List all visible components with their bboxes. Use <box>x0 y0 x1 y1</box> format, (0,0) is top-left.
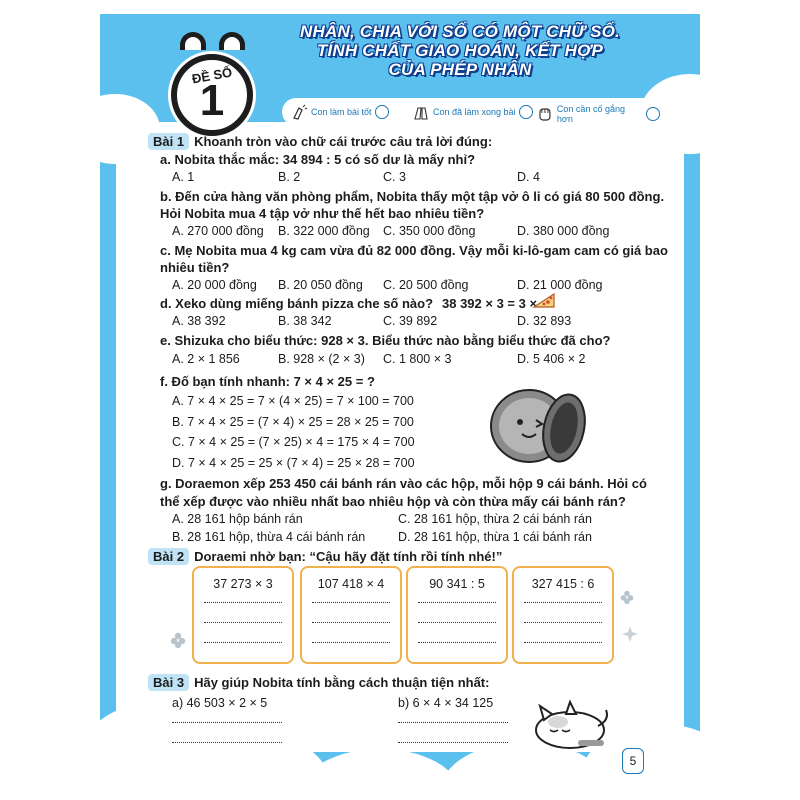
option[interactable]: A. 28 161 hộp bánh rán <box>172 512 303 526</box>
clock-label: ĐỀ SỐ <box>190 64 234 87</box>
option[interactable]: B. 2 <box>278 170 301 184</box>
sleeping-cat-illustration <box>528 690 612 752</box>
answer-line <box>524 622 602 623</box>
option[interactable]: D. 28 161 hộp, thừa 1 cái bánh rán <box>398 530 592 544</box>
option[interactable]: C. 350 000 đồng <box>383 224 476 238</box>
high-five-icon <box>412 104 430 120</box>
page-number: 5 <box>622 748 644 774</box>
option[interactable]: D. 7 × 4 × 25 = 25 × (7 × 4) = 25 × 28 = 700 <box>172 456 415 470</box>
answer-line <box>204 602 282 603</box>
option[interactable]: B. 7 × 4 × 25 = (7 × 4) × 25 = 28 × 25 = 700 <box>172 415 414 429</box>
answer-line[interactable] <box>172 722 282 723</box>
answer-line <box>204 622 282 623</box>
option[interactable]: B. 20 050 đồng <box>278 278 363 292</box>
dorayaki-character-illustration <box>484 374 600 470</box>
calculation-expression: 90 341 : 5 <box>429 577 485 591</box>
answer-line[interactable] <box>172 742 282 743</box>
cloud <box>300 749 460 786</box>
rating-try-harder <box>536 104 660 124</box>
calculation-box[interactable] <box>192 566 294 664</box>
exercise-3-heading <box>148 674 489 691</box>
question-g: g. Doraemon xếp 253 450 cái bánh rán vào các hộp, mỗi hộp 9 cái bánh. Hỏi có <box>160 476 647 491</box>
option[interactable]: B. 322 000 đồng <box>278 224 370 238</box>
question-e: e. Shizuka cho biểu thức: 928 × 3. Biểu thức nào bằng biểu thức đã cho? <box>160 333 611 348</box>
answer-line <box>418 642 496 643</box>
exercise-instruction: Khoanh tròn vào chữ cái trước câu trả lời đúng: <box>194 134 493 149</box>
option[interactable]: C. 7 × 4 × 25 = (7 × 25) × 4 = 175 × 4 = 700 <box>172 435 415 449</box>
option[interactable]: A. 20 000 đồng <box>172 278 257 292</box>
exercise-instruction: Hãy giúp Nobita tính bằng cách thuận tiện nhất: <box>194 675 490 690</box>
answer-line[interactable] <box>398 722 508 723</box>
rating-checkbox[interactable] <box>375 105 389 119</box>
rating-done <box>412 104 533 120</box>
option[interactable]: A. 38 392 <box>172 314 226 328</box>
question-d: d. Xeko dùng miếng bánh pizza che số nào? <box>160 296 434 311</box>
option[interactable]: A. 1 <box>172 170 195 184</box>
exercise-label: Bài 2 <box>148 548 189 565</box>
rating-good <box>290 104 389 120</box>
exercise-instruction: Doraemi nhờ bạn: “Cậu hãy đặt tính rồi tính nhé!” <box>194 549 503 564</box>
option[interactable]: C. 39 892 <box>383 314 438 328</box>
question-f: f. Đố bạn tính nhanh: 7 × 4 × 25 = ? <box>160 374 375 389</box>
calculation-box[interactable] <box>406 566 508 664</box>
option[interactable]: C. 1 800 × 3 <box>383 352 452 366</box>
rating-checkbox[interactable] <box>646 107 660 121</box>
exercise-3-part-b: b) 6 × 4 × 34 125 <box>398 696 494 710</box>
clap-icon <box>290 104 308 120</box>
calculation-box[interactable] <box>512 566 614 664</box>
option[interactable]: B. 928 × (2 × 3) <box>278 352 365 366</box>
page-title <box>290 22 630 79</box>
flower-icon <box>170 632 186 648</box>
question-c: c. Mẹ Nobita mua 4 kg cam vừa đủ 82 000 đồng. Vậy mỗi ki-lô-gam cam có giá bao <box>160 243 668 258</box>
title-line: NHÂN, CHIA VỚI SỐ CÓ MỘT CHỮ SỐ. <box>300 22 620 41</box>
exam-number: 1 <box>199 76 225 125</box>
rating-label: Con làm bài tốt <box>311 107 372 117</box>
answer-line <box>418 602 496 603</box>
answer-line[interactable] <box>398 742 508 743</box>
question-g-line2: thể xếp được vào nhiều nhất bao nhiêu hộp và còn thừa mấy cái bánh rán? <box>160 494 626 509</box>
answer-line <box>524 602 602 603</box>
fist-icon <box>536 106 554 122</box>
exercise-1-heading <box>148 133 492 150</box>
question-d-expression: 38 392 × 3 = 3 × <box>442 296 538 311</box>
calculation-expression: 37 273 × 3 <box>213 577 273 591</box>
option[interactable]: A. 7 × 4 × 25 = 7 × (4 × 25) = 7 × 100 = 700 <box>172 394 414 408</box>
question-c-line2: nhiêu tiền? <box>160 260 230 275</box>
title-line: TÍNH CHẤT GIAO HOÁN, KẾT HỢP <box>316 41 604 60</box>
option[interactable]: B. 28 161 hộp, thừa 4 cái bánh rán <box>172 530 366 544</box>
question-a: a. Nobita thắc mắc: 34 894 : 5 có số dư là mấy nhỉ? <box>160 152 476 167</box>
option[interactable]: D. 380 000 đồng <box>517 224 610 238</box>
option[interactable]: D. 4 <box>517 170 540 184</box>
option[interactable]: C. 28 161 hộp, thừa 2 cái bánh rán <box>398 512 592 526</box>
option[interactable]: A. 2 × 1 856 <box>172 352 240 366</box>
exercise-label: Bài 3 <box>148 674 189 691</box>
rating-label: Con đã làm xong bài <box>433 107 516 117</box>
option[interactable]: C. 3 <box>383 170 406 184</box>
option[interactable]: A. 270 000 đồng <box>172 224 264 238</box>
answer-line <box>312 642 390 643</box>
answer-line <box>312 622 390 623</box>
sparkle-icon <box>622 626 638 642</box>
flower-icon <box>620 590 634 604</box>
exercise-2-heading <box>148 548 502 565</box>
option[interactable]: D. 5 406 × 2 <box>517 352 586 366</box>
answer-line <box>524 642 602 643</box>
calculation-box[interactable] <box>300 566 402 664</box>
alarm-clock-badge <box>171 54 253 136</box>
answer-line <box>312 602 390 603</box>
option[interactable]: D. 32 893 <box>517 314 572 328</box>
rating-label: Con cần cố gắng hơn <box>556 104 625 124</box>
rating-checkbox[interactable] <box>519 105 533 119</box>
pizza-slice-icon <box>532 292 556 310</box>
question-b: b. Đến cửa hàng văn phòng phẩm, Nobita thấy một tập vở ô li có giá 80 500 đồng. <box>160 189 665 204</box>
option[interactable]: D. 21 000 đồng <box>517 278 603 292</box>
self-rating-bar <box>282 98 660 126</box>
exercise-3-part-a: a) 46 503 × 2 × 5 <box>172 696 268 710</box>
option[interactable]: C. 20 500 đồng <box>383 278 469 292</box>
calculation-expression: 327 415 : 6 <box>531 577 595 591</box>
answer-line <box>418 622 496 623</box>
calculation-expression: 107 418 × 4 <box>317 577 385 591</box>
exercise-label: Bài 1 <box>148 133 189 150</box>
title-line: CỦA PHÉP NHÂN <box>388 60 532 79</box>
question-b-line2: Hỏi Nobita mua 4 tập vở như thế hết bao nhiêu tiền? <box>160 206 485 221</box>
answer-line <box>204 642 282 643</box>
option[interactable]: B. 38 342 <box>278 314 332 328</box>
